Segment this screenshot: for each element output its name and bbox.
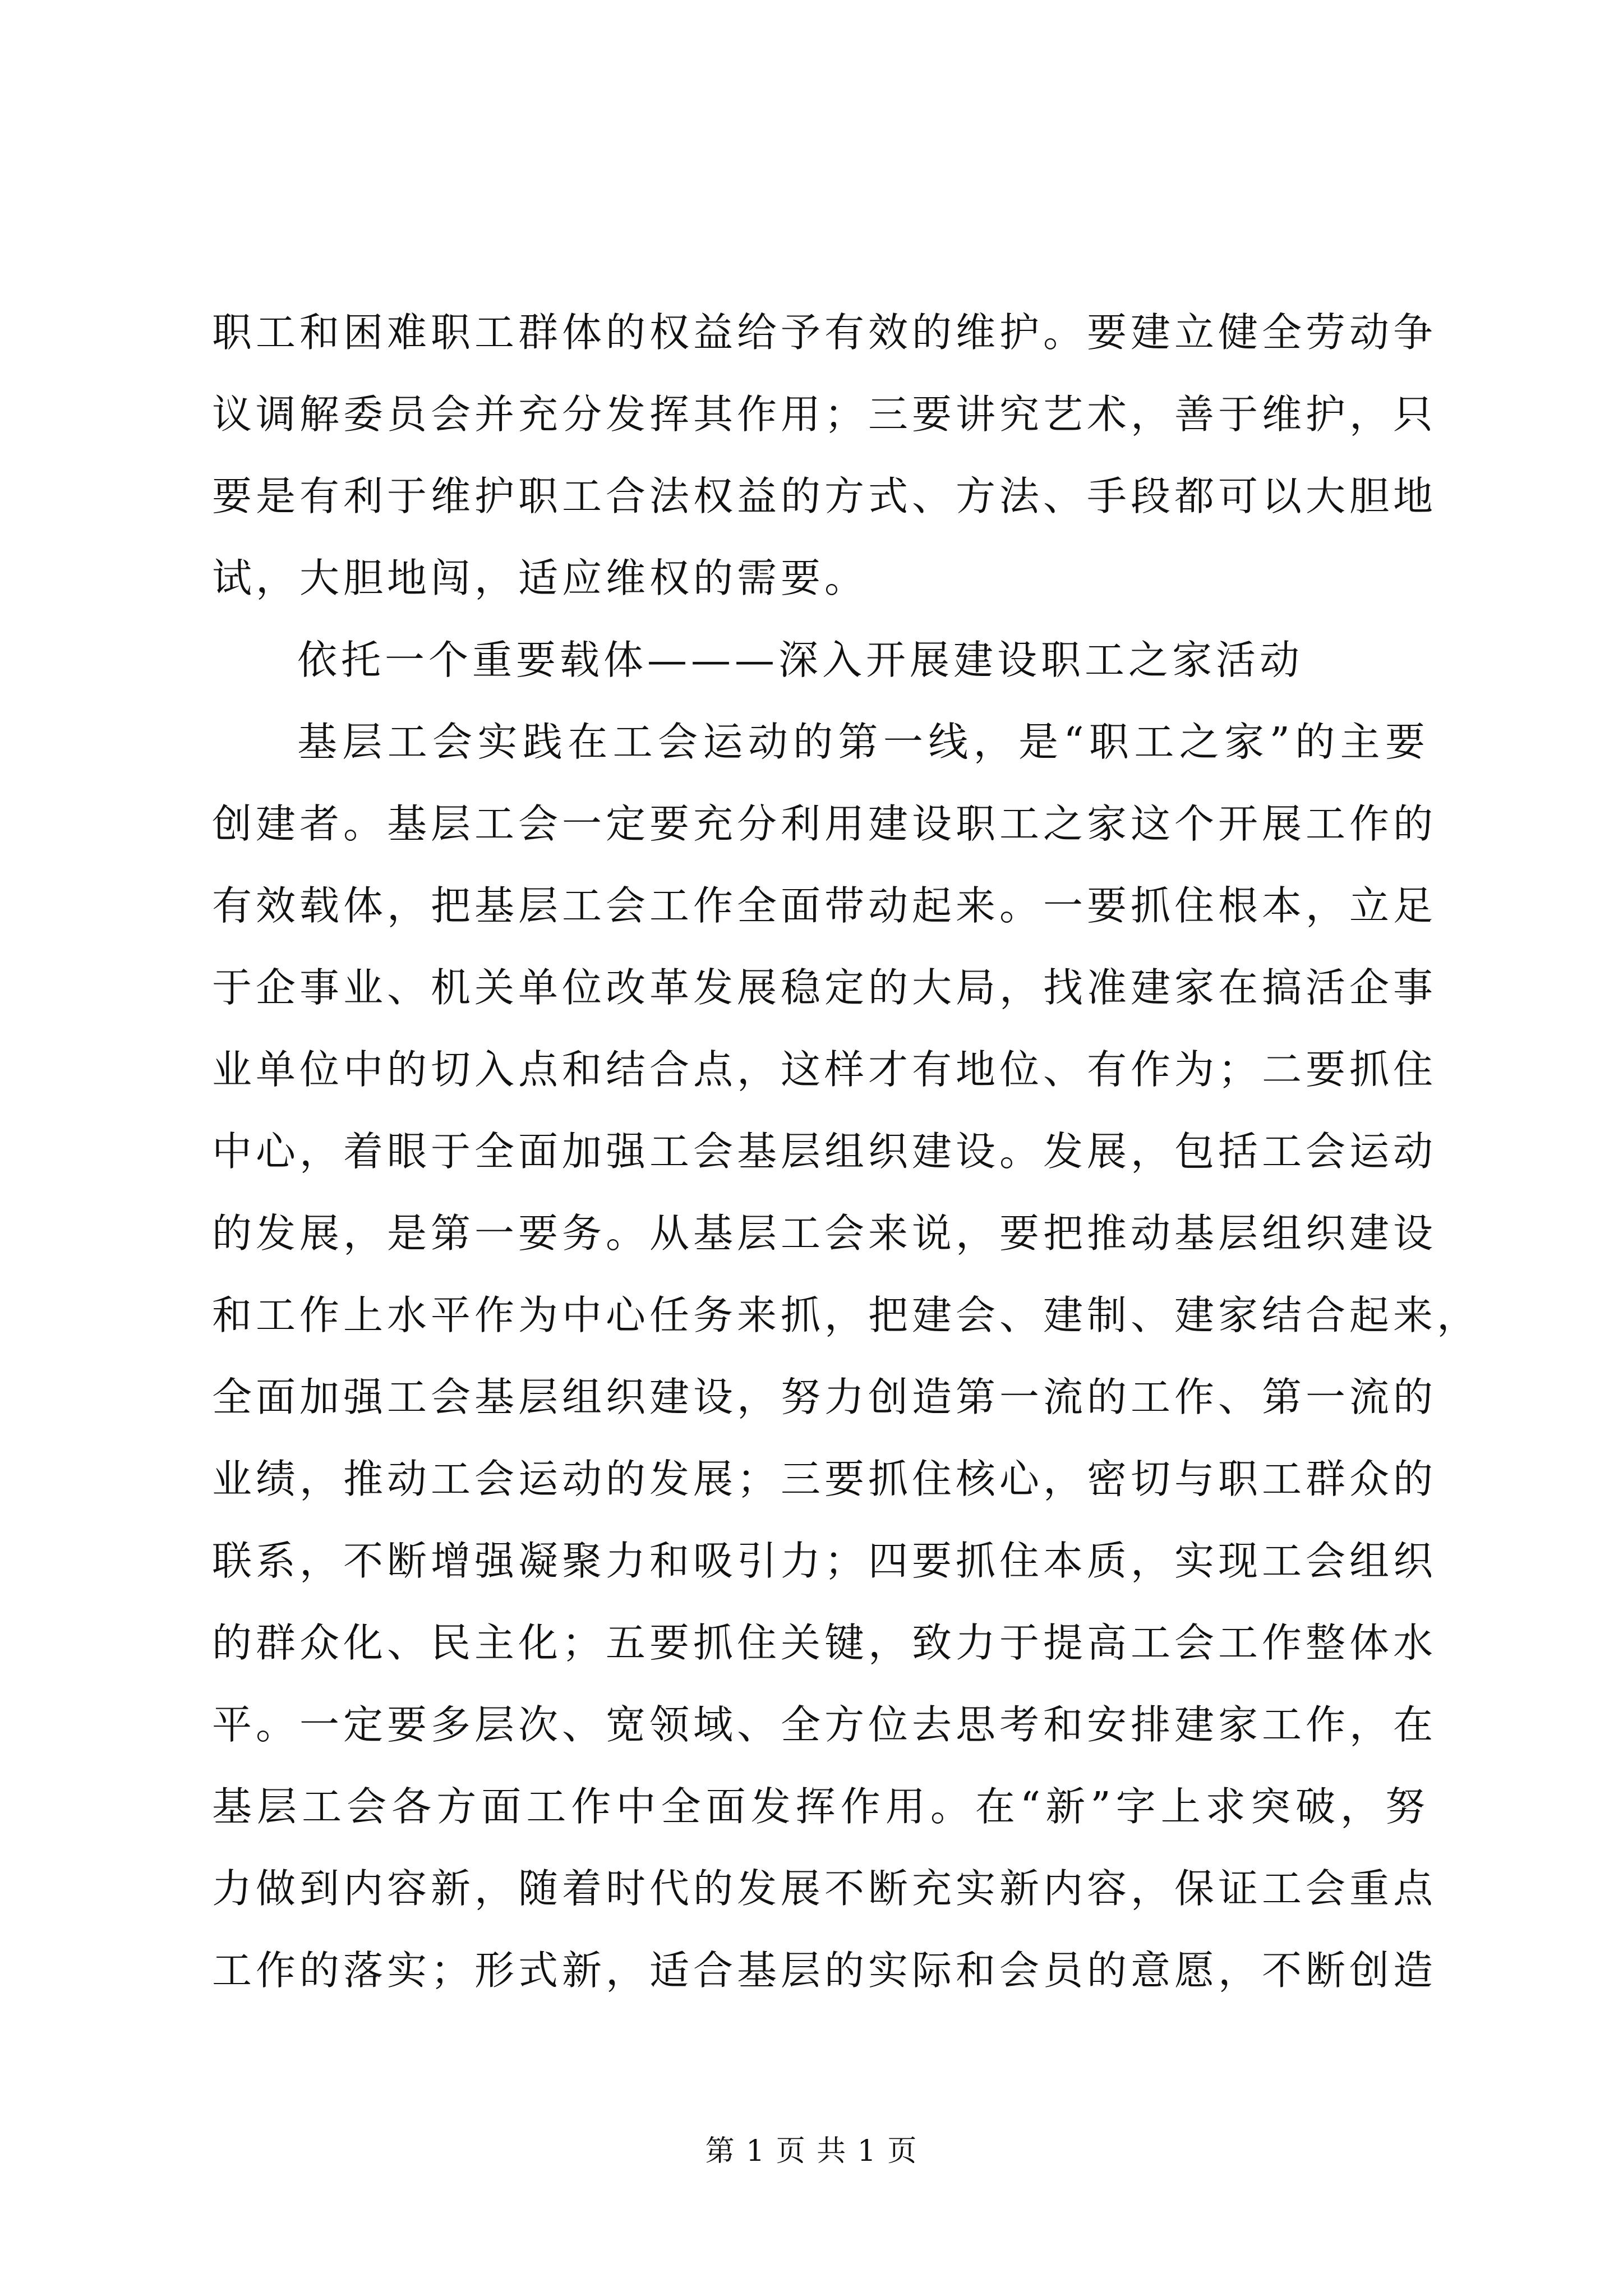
text-line: 议调解委员会并充分发挥其作用；三要讲究艺术，善于维护，只 [212, 391, 1437, 438]
paragraph-1 [212, 292, 1437, 619]
text-line: 业绩，推动工会运动的发展；三要抓住核心，密切与职工群众的 [212, 1456, 1437, 1502]
text-line: 创建者。基层工会一定要充分利用建设职工之家这个开展工作的 [212, 800, 1437, 847]
page-footer: 第 1 页 共 1 页 [705, 2134, 918, 2168]
text-line: 职工和困难职工群体的权益给予有效的维护。要建立健全劳动争 [212, 309, 1437, 356]
text-line: 业单位中的切入点和结合点，这样才有地位、有作为；二要抓住 [212, 1046, 1437, 1093]
text-line: 基层工会各方面工作中全面发挥作用。在“新”字上求突破，努 [212, 1783, 1429, 1830]
text-line: 有效载体，把基层工会工作全面带动起来。一要抓住根本，立足 [212, 882, 1437, 929]
text-line: 和工作上水平作为中心任务来抓，把建会、建制、建家结合起来， [212, 1292, 1481, 1338]
text-line: 平。一定要多层次、宽领域、全方位去思考和安排建家工作，在 [212, 1701, 1437, 1748]
text-line: 于企事业、机关单位改革发展稳定的大局，找准建家在搞活企事 [212, 964, 1437, 1011]
text-line: 试，大胆地闯，适应维权的需要。 [212, 555, 869, 601]
section-heading: 依托一个重要载体———深入开展建设职工之家活动 [297, 637, 1304, 683]
text-line: 基层工会实践在工会运动的第一线，是“职工之家”的主要 [297, 719, 1429, 765]
text-line: 中心，着眼于全面加强工会基层组织建设。发展，包括工会运动 [212, 1128, 1437, 1175]
body-text [212, 292, 1481, 2012]
text-line: 全面加强工会基层组织建设，努力创造第一流的工作、第一流的 [212, 1374, 1437, 1420]
text-line: 联系，不断增强凝聚力和吸引力；四要抓住本质，实现工会组织 [212, 1538, 1437, 1584]
text-line: 工作的落实；形式新，适合基层的实际和会员的意愿，不断创造 [212, 1947, 1437, 1994]
text-line: 的发展，是第一要务。从基层工会来说，要把推动基层组织建设 [212, 1210, 1437, 1257]
text-line: 力做到内容新，随着时代的发展不断充实新内容，保证工会重点 [212, 1865, 1437, 1912]
text-line: 要是有利于维护职工合法权益的方式、方法、手段都可以大胆地 [212, 473, 1437, 519]
text-line: 的群众化、民主化；五要抓住关键，致力于提高工会工作整体水 [212, 1619, 1437, 1666]
paragraph-2 [212, 701, 1481, 2012]
